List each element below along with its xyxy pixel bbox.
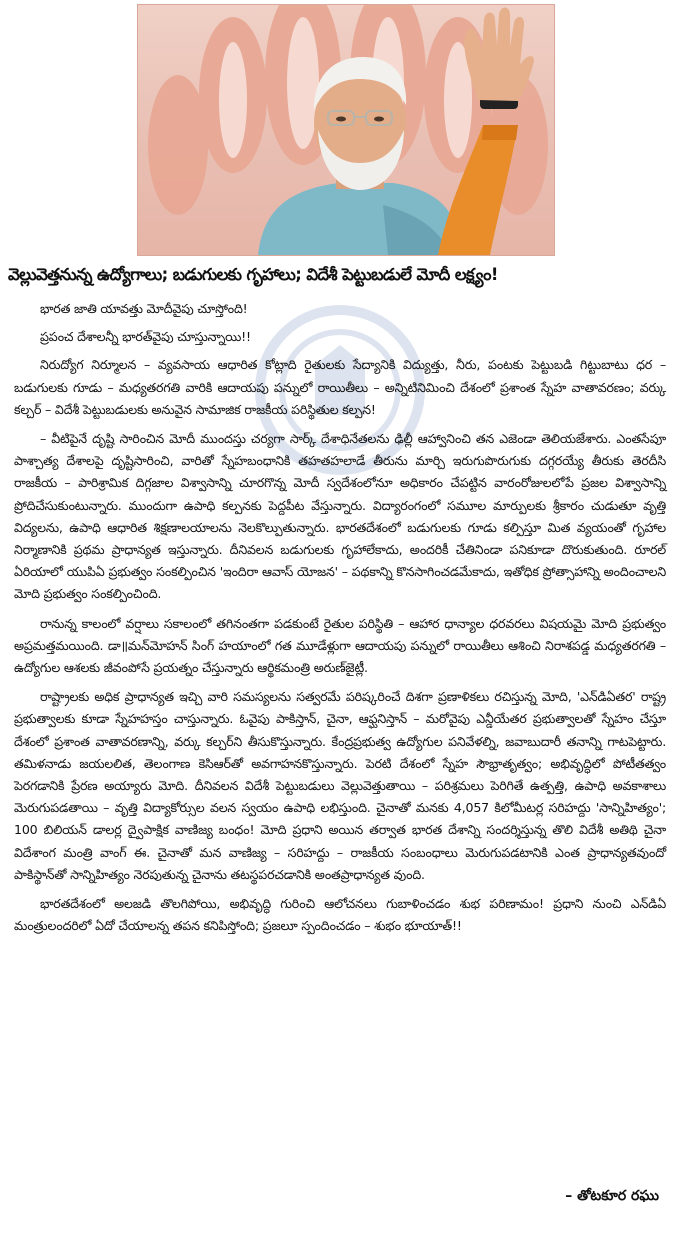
- article-paragraph-6: రాష్ట్రాలకు అధిక ప్రాధాన్యత ఇచ్చి వారి సమస్యలను సత్వరమే పరిష్కరించే దిశగా ప్రణాళికలు రచిస్తున్న మోది, 'ఎన్‌డిఏతర' రాష్ట్ర ప్రభుత్వాలకు కూడా స్నేహహస్తం చాస్తున్నారు. ఓవైపు పాకిస్తాన్, చైనా, ఆఫ్ఘనిస్తాన్ – మరోవైపు ఎన్డీయేతర ప్రభుత్వాలతో స్నేహం చేస్తూ దేశంలో ప్రశాంత వాతావరణాన్ని, వర్కు కల్చర్‌ని తీసుకొస్తున్నారు. కేంద్రప్రభుత్వ ఉద్యోగుల పనివేళల్ని, జవాబుదారీ తనాన్ని గాటపెట్టారు. తమిళనాడు జయలలిత, తెలంగాణ కెసిఆర్‌తో అవగాహనకొస్తున్నారు. పెరటి దేశంలో స్నేహ సౌభ్రాతృత్వం; అభివృద్ధిలో పోటీతత్వం పెరగడానికి ప్రేరణ అయ్యారు మోది. దీనివలన విదేశీ పెట్టుబడులు వెల్లువెత్తుతాయి – పరిశ్రమలు పెరిగితే ఉత్పత్తి, ఉపాధి అవకాశాలు మెరుగుపడతాయి – వృత్తి విద్యాకోర్సుల వలన స్వయం ఉపాధి లభిస్తుంది. చైనాతో మనకు 4,057 కిలోమీటర్ల సరిహద్దు 'సాన్నిహిత్యం'; 100 బిలియన్ డాలర్ల ద్వైపాక్షిక వాణిజ్య బంధం! మోది ప్రధాని అయిన తర్వాత భారత దేశాన్ని సందర్శిస్తున్న తొలి విదేశీ అతిథి చైనా విదేశాంగ మంత్రి వాంగ్ ఈ. చైనాతో మన వాణిజ్య – సరిహద్దు – రాజకీయ సంబంధాలు మెరుగుపడటానికి ఎంత ప్రాధాన్యతవుందో పాకిస్థాన్‌తో సాన్నిహిత్యం నెరపుతున్న చైనాను తటస్థపరచడానికి అంతప్రాధాన్యత వుంది.: [14, 689, 666, 882]
- article-paragraph-1: భారత జాతి యావత్తు మోదీవైపు చూస్తోంది!: [40, 301, 248, 316]
- article-paragraph-2: ప్రపంచ దేశాలన్నీ భారత్‌వైపు చూస్తున్నాయి!!: [40, 329, 251, 345]
- photo-illustration: [138, 5, 554, 255]
- article-paragraph-4: – వీటిపైనే దృష్టి సారించిన మోదీ ముందస్తు చర్యగా సార్క్ దేశాధినేతలను ఢిల్లీ ఆహ్వానించి తన ఎజెండా తెలియజేశారు. ఎంతసేపూ పాశ్చాత్య దేశాలపై దృష్టిసారించి, వారితో స్నేహబంధానికి తహతహలాడే తీరును మార్చి ఇరుగుపొరుగుకు దగ్గరయ్యే తీరుకు తెరదీసి రాజకీయ – పారిశ్రామిక దిగ్గజాల విశ్వాసాన్ని చూరగొన్న మోదీ స్వదేశంలోనూ అధికారం చేపట్టిన వారంరోజులలోపే ప్రజల విశ్వాసాన్ని ప్రోదిచేసుకుంటున్నారు. ముందుగా ఉపాధి కల్పనకు పెద్దపీట వేస్తున్నారు. విద్యారంగంలో సమూల మార్పులకు శ్రీకారం చుడుతూ వృత్తి విద్యలను, ఉపాధి ఆధారిత శిక్షణాలయాలను నెలకొల్పుతున్నారు. భారతదేశంలో బడుగులకు గూడు కల్పిస్తూ మిత వ్యయంతో గృహాల నిర్మాణానికి ప్రథమ ప్రాధాన్యత ఇస్తున్నారు. దీనివలన బడుగులకు గృహాలేకాదు, అందరికీ చేతినిండా పనికూడా దొరుకుతుంది. రూరల్ ఏరియాలో యుపిఏ ప్రభుత్వం సంకల్పించిన 'ఇందిరా ఆవాస్ యోజన' – పథకాన్ని కొనసాగించడమేకాదు, ఇతోధిక ప్రోత్సాహాన్ని అందించాలని మోది ప్రభుత్వం సంకల్పించింది.: [14, 431, 666, 602]
- article-body: [14, 298, 666, 944]
- article-paragraph-5: రానున్న కాలంలో వర్షాలు సకాలంలో తగినంతగా పడకుంటే రైతుల పరిస్థితి – ఆహార ధాన్యాల ధరవరలు విషయమై మోది ప్రభుత్వం అప్రమత్తమయింది. డా॥మన్‌మోహన్ సింగ్ హయాంలో గత మూడేళ్లుగా ఆదాయపు పన్నులో రాయితీలు ఆశించి నిరాశపడ్డ మధ్యతరగతి – ఉద్యోగుల ఆశలకు జీవంపోసే ప్రయత్నం చేస్తున్నారు ఆర్థికమంత్రి అరుణ్‌జైట్లీ.: [14, 615, 666, 676]
- author-signature: – తోటకూర రఘు: [565, 1188, 659, 1204]
- modi-waving-photo: [137, 4, 555, 256]
- article-headline: వెల్లువెత్తనున్న ఉద్యోగాలు; బడుగులకు గృహాలు; విదేశీ పెట్టుబడులే మోదీ లక్ష్యం!: [8, 265, 498, 284]
- article-paragraph-7: భారతదేశంలో అలజడి తొలగిపోయి, అభివృద్ధి గురించి ఆలోచనలు గుబాళించడం శుభ పరిణామం! ప్రధాని నుంచి ఎన్‌డిఏ మంత్రులందరిలో ఏదో చేయాలన్న తపన కనిపిస్తోంది; ప్రజలూ స్పందించడం – శుభం భూయాత్!!: [14, 896, 666, 934]
- article-paragraph-3: నిరుద్యోగ నిర్మూలన – వ్యవసాయ ఆధారిత కోట్లాది రైతులకు సేద్యానికి విద్యుత్తు, నీరు, పంటకు పెట్టుబడి గిట్టుబాటు ధర – బడుగులకు గూడు – మధ్యతరగతి వారికి ఆదాయపు పన్నులో రాయితీలు – అన్నిటినిమించి దేశంలో ప్రశాంత స్నేహ వాతావరణం; వర్కు కల్చర్ – విదేశీ పెట్టుబడులకు అనువైన సామాజిక రాజకీయ పరిస్థితుల కల్పన!: [14, 357, 666, 417]
